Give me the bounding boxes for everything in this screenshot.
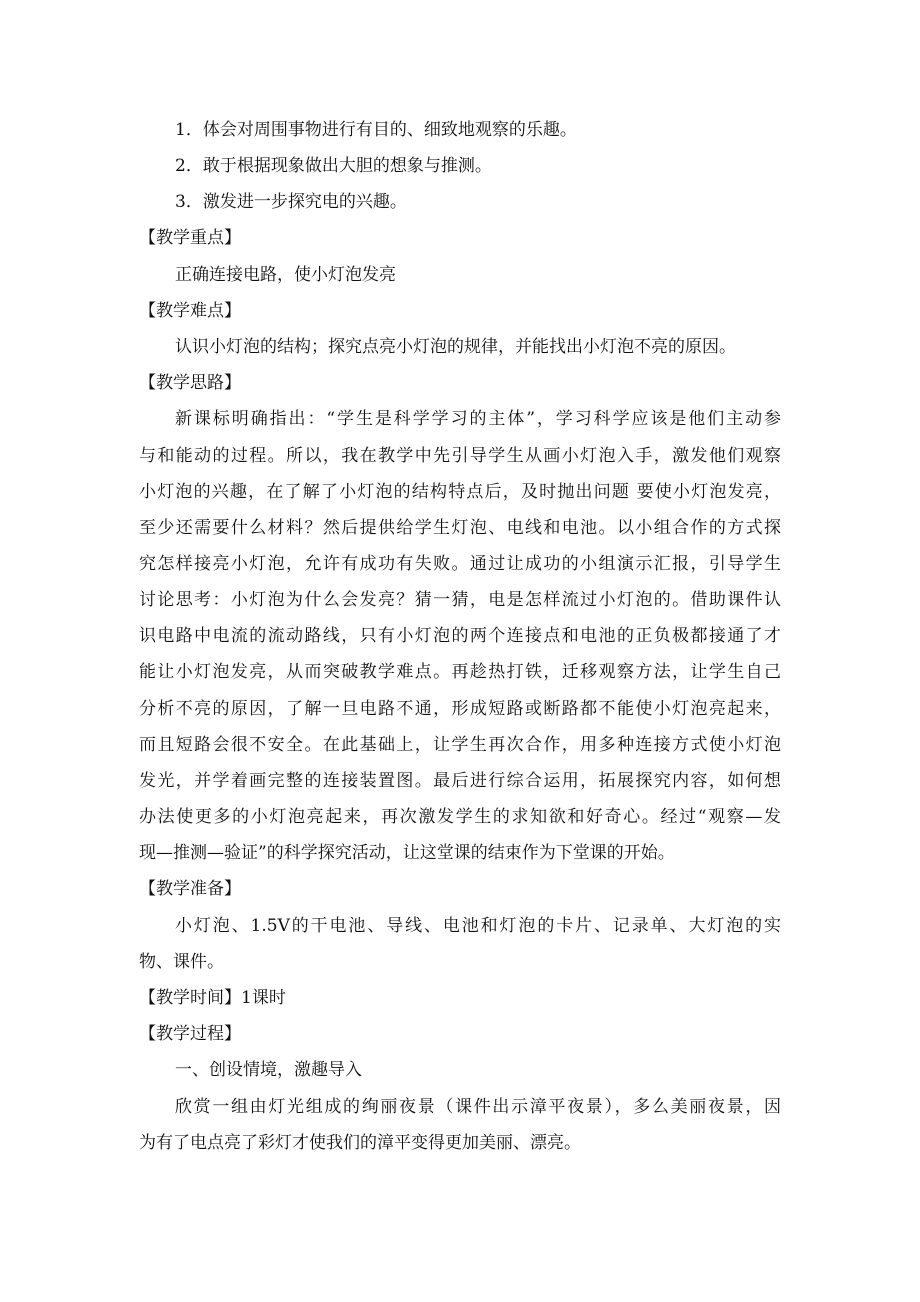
approach-line: 分析不亮的原因，了解一旦电路不通，形成短路或断路都不能使小灯泡亮起来， xyxy=(139,699,781,719)
time-line xyxy=(139,980,781,1016)
approach-line: 能让小灯泡发亮，从而突破教学难点。再趁热打铁，迁移观察方法，让学生自己 xyxy=(139,662,781,682)
approach-line: 识电路中电流的流动路线，只有小灯泡的两个连接点和电池的正负极都接通了才 xyxy=(139,626,781,646)
approach-line: 办法使更多的小灯泡亮起来，再次激发学生的求知欲和好奇心。经过“观察—发 xyxy=(139,807,781,827)
process-line: 欣赏一组由灯光组成的绚丽夜景（课件出示漳平夜景），多么美丽夜景，因 xyxy=(175,1097,781,1117)
key-point-heading: 【教学重点】 xyxy=(139,228,241,248)
objective-3: 3．激发进一步探究电的兴趣。 xyxy=(175,192,407,212)
approach-line: 究怎样接亮小灯泡，允许有成功有失败。通过让成功的小组演示汇报，引导学生 xyxy=(139,554,781,574)
approach-line: 讨论思考：小灯泡为什么会发亮？猜一猜，电是怎样流过小灯泡的。借助课件认 xyxy=(139,590,781,610)
process-line: 为有了电点亮了彩灯才使我们的漳平变得更加美丽、漂亮。 xyxy=(139,1133,581,1153)
objective-2: 2．敢于根据现象做出大胆的想象与推测。 xyxy=(175,156,492,176)
difficulty-text: 认识小灯泡的结构；探究点亮小灯泡的规律，并能找出小灯泡不亮的原因。 xyxy=(175,337,736,357)
approach-line: 至少还需要什么材料？然后提供给学生灯泡、电线和电池。以小组合作的方式探 xyxy=(139,518,781,538)
approach-line: 小灯泡的兴趣，在了解了小灯泡的结构特点后，及时抛出问题 要使小灯泡发亮， xyxy=(139,482,781,502)
objective-1: 1．体会对周围事物进行有目的、细致地观察的乐趣。 xyxy=(175,120,577,140)
approach-line: 发光，并学着画完整的连接装置图。最后进行综合运用，拓展探究内容，如何想 xyxy=(139,771,781,791)
process-section-title: 一、创设情境，激趣导入 xyxy=(175,1060,362,1080)
time-value: 1课时 xyxy=(241,988,286,1008)
process-heading: 【教学过程】 xyxy=(139,1024,241,1044)
approach-line: 现—推测—验证”的科学探究活动，让这堂课的结束作为下堂课的开始。 xyxy=(139,843,675,863)
difficulty-heading: 【教学难点】 xyxy=(139,301,241,321)
approach-line: 与和能动的过程。所以，我在教学中先引导学生从画小灯泡入手，激发他们观察 xyxy=(139,446,781,466)
approach-heading: 【教学思路】 xyxy=(139,373,241,393)
preparation-heading: 【教学准备】 xyxy=(139,879,241,899)
preparation-line: 小灯泡、1.5V的干电池、导线、电池和灯泡的卡片、记录单、大灯泡的实 xyxy=(175,916,781,936)
approach-line: 而且短路会很不安全。在此基础上，让学生再次合作，用多种连接方式使小灯泡 xyxy=(139,735,781,755)
key-point-text: 正确连接电路，使小灯泡发亮 xyxy=(175,265,396,285)
time-heading: 【教学时间】 xyxy=(139,988,241,1008)
approach-line: 新课标明确指出：“学生是科学学习的主体”，学习科学应该是他们主动参 xyxy=(175,409,781,429)
preparation-line: 物、课件。 xyxy=(139,952,224,972)
